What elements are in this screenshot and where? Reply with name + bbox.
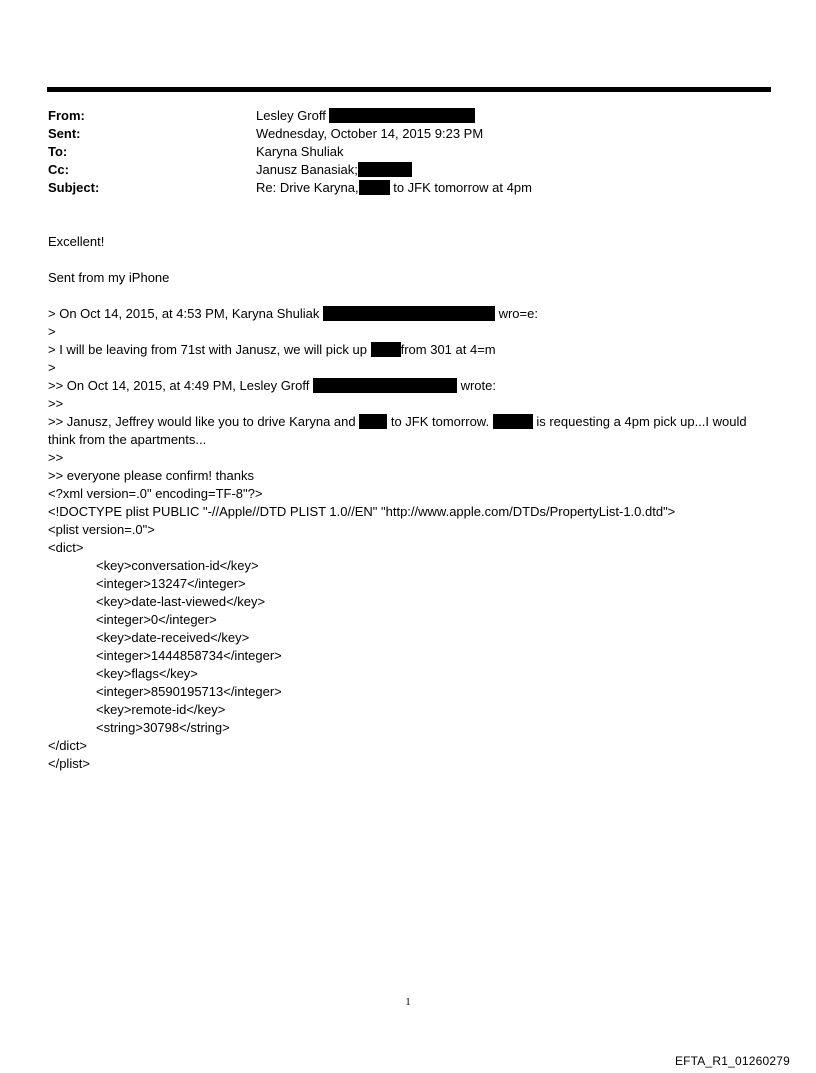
cc-row <box>48 161 768 179</box>
header-divider <box>47 87 771 92</box>
plist-entry: <key>flags</key> <box>96 666 198 681</box>
quote-line-4-part-1: >> Janusz, Jeffrey would like you to drive Karyna and <box>48 414 360 429</box>
sent-value: Wednesday, October 14, 2015 9:23 PM <box>256 126 484 141</box>
redaction-box <box>371 342 401 357</box>
quote-header-1-suffix: wro=e: <box>494 306 538 321</box>
plist-entry: <key>date-last-viewed</key> <box>96 594 266 609</box>
quote-header-2-suffix: wrote: <box>456 378 496 393</box>
redaction-box <box>359 414 387 429</box>
dict-open-tag: <dict> <box>48 540 84 555</box>
cc-label: Cc: <box>48 162 69 177</box>
blank-line <box>48 287 768 305</box>
cc-value <box>256 161 412 179</box>
bates-number: EFTA_R1_01260279 <box>674 1054 790 1068</box>
quote-header-1-prefix: > On Oct 14, 2015, at 4:53 PM, Karyna Shuliak <box>48 306 323 321</box>
quote-header-2-prefix: >> On Oct 14, 2015, at 4:49 PM, Lesley Groff <box>48 378 313 393</box>
blank-line <box>48 251 768 269</box>
subject-row <box>48 179 768 197</box>
quoted-line-5: >> everyone please confirm! thanks <box>48 468 254 483</box>
quote-line-2-prefix: > I will be leaving from 71st with Janusz, we will pick up <box>48 342 371 357</box>
plist-entry: <integer>0</integer> <box>96 612 217 627</box>
redaction-box <box>323 306 495 321</box>
redaction-box <box>358 162 412 177</box>
page-number: 1 <box>405 996 411 1008</box>
to-value: Karyna Shuliak <box>256 144 344 159</box>
from-row <box>48 107 768 125</box>
quoted-blank-2: > <box>48 360 56 375</box>
plist-entry: <string>30798</string> <box>96 720 230 735</box>
sent-label: Sent: <box>48 126 81 141</box>
quoted-line-4 <box>48 413 768 449</box>
plist-entry: <key>remote-id</key> <box>96 702 226 717</box>
quoted-line-3 <box>48 377 768 395</box>
subject-suffix: to JFK tomorrow at 4pm <box>389 180 532 195</box>
redaction-box <box>493 414 533 429</box>
from-name: Lesley Groff <box>256 108 326 123</box>
subject-label: Subject: <box>48 180 100 195</box>
signature-text: Sent from my iPhone <box>48 270 170 285</box>
to-row <box>48 143 768 161</box>
quoted-blank-4: >> <box>48 450 64 465</box>
quote-line-2-suffix: from 301 at 4=m <box>400 342 496 357</box>
plist-entry: <key>date-received</key> <box>96 630 250 645</box>
subject-value <box>256 179 532 197</box>
plist-entry: <integer>8590195713</integer> <box>96 684 282 699</box>
from-label: From: <box>48 108 85 123</box>
plist-open-tag: <plist version=.0"> <box>48 522 155 537</box>
quote-line-4-part-2: to JFK tomorrow. <box>387 414 493 429</box>
quoted-line-2 <box>48 341 768 359</box>
plist-close-tag: </plist> <box>48 756 90 771</box>
cc-name: Janusz Banasiak; <box>256 162 358 177</box>
quote-line-4-part-3: is requesting a 4pm pick up...I would think from the apartments... <box>48 414 747 447</box>
to-label: To: <box>48 144 68 159</box>
redaction-box <box>359 180 390 195</box>
plist-entry: <integer>1444858734</integer> <box>96 648 282 663</box>
plist-entry: <integer>13247</integer> <box>96 576 246 591</box>
email-header <box>48 107 768 197</box>
from-value <box>256 107 475 125</box>
sent-row <box>48 125 768 143</box>
plist-entry: <key>conversation-id</key> <box>96 558 259 573</box>
dict-close-tag: </dict> <box>48 738 88 753</box>
email-body <box>48 233 768 773</box>
quoted-line-1 <box>48 305 768 323</box>
plist-doctype: <!DOCTYPE plist PUBLIC "-//Apple//DTD PLIST 1.0//EN" "http://www.apple.com/DTDs/PropertyList-1.0.dtd"> <box>48 504 676 519</box>
plist-xml-declaration: <?xml version=.0" encoding=TF-8"?> <box>48 486 263 501</box>
quoted-blank-3: >> <box>48 396 64 411</box>
greeting-text: Excellent! <box>48 234 105 249</box>
quoted-blank-1: > <box>48 324 56 339</box>
redaction-box <box>329 108 475 123</box>
subject-prefix: Re: Drive Karyna, <box>256 180 359 195</box>
redaction-box <box>313 378 457 393</box>
